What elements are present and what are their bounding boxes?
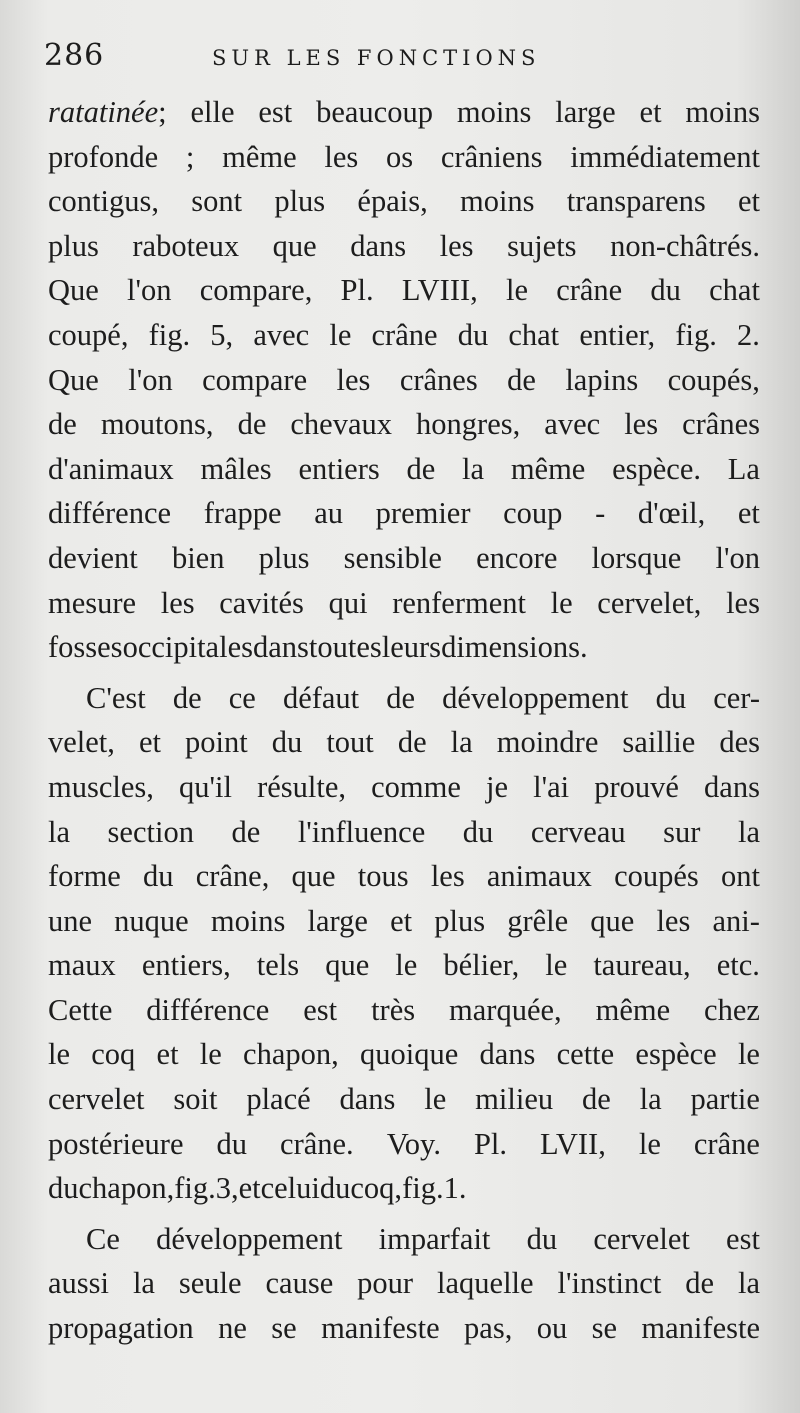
word: coupé, <box>48 317 129 352</box>
body-text <box>48 90 760 1351</box>
word: section <box>107 814 194 849</box>
word: du <box>271 725 303 760</box>
word: l'on <box>715 540 760 575</box>
text-line <box>48 135 760 180</box>
word: plus <box>48 228 99 263</box>
text-line <box>48 765 760 810</box>
word: Voy. <box>386 1126 441 1161</box>
word: du <box>48 1171 79 1206</box>
word: même <box>595 992 671 1027</box>
word: placé <box>246 1082 311 1117</box>
word: dimensions. <box>441 630 588 665</box>
word: aussi <box>48 1266 109 1301</box>
word: le <box>638 1126 661 1161</box>
word: dans <box>252 630 309 665</box>
word: dans <box>479 1037 536 1072</box>
word: os <box>386 139 414 174</box>
word: qui <box>328 585 368 620</box>
word: ne <box>218 1311 247 1346</box>
word: est <box>726 1221 760 1256</box>
text-line <box>48 447 760 492</box>
word: grêle <box>507 903 569 938</box>
word: dans <box>350 228 407 263</box>
word: sujets <box>507 228 577 263</box>
word: de <box>172 680 202 715</box>
word: fig. <box>174 1171 216 1206</box>
word: que <box>590 903 635 938</box>
word: ce <box>228 680 256 715</box>
word: crâne <box>693 1126 760 1161</box>
word: non-châtrés. <box>610 228 760 263</box>
word: la <box>737 814 760 849</box>
word: de <box>406 451 436 486</box>
text-line <box>48 358 760 403</box>
word: je <box>486 769 509 804</box>
word: ; <box>185 139 195 174</box>
word: fig. <box>402 1171 444 1206</box>
word: devient <box>48 540 138 575</box>
word: les <box>439 228 474 263</box>
word: crânes <box>682 407 760 442</box>
word: d'animaux <box>48 451 174 486</box>
word: une <box>48 903 93 938</box>
word: encore <box>476 540 558 575</box>
word: le <box>424 1082 447 1117</box>
word: se <box>271 1311 297 1346</box>
word: les <box>160 585 195 620</box>
word: chat <box>508 317 560 352</box>
text-line <box>48 224 760 269</box>
word: des <box>719 725 760 760</box>
word: Pl. <box>473 1126 508 1161</box>
word: du <box>319 1171 351 1206</box>
word: chevaux <box>290 407 393 442</box>
word: de <box>237 407 267 442</box>
word: la <box>450 725 473 760</box>
word: le <box>737 1037 760 1072</box>
word: ratatinée; <box>48 95 167 129</box>
word: fig. <box>148 317 191 352</box>
word: du <box>457 317 489 352</box>
word: ont <box>721 859 760 894</box>
word: le <box>395 948 418 983</box>
word: compare <box>202 362 308 397</box>
word: Cette <box>48 992 113 1027</box>
word: du <box>462 814 494 849</box>
word: Que <box>48 362 99 397</box>
word: développement <box>442 680 629 715</box>
word: au <box>314 496 344 531</box>
word: espèce <box>635 1037 717 1072</box>
word: milieu <box>475 1082 554 1117</box>
word: du <box>143 859 174 894</box>
word: transparens <box>566 184 706 219</box>
word: l'ai <box>533 769 570 804</box>
text-line <box>48 720 760 765</box>
text-line <box>48 90 760 135</box>
word: crâne. <box>280 1126 354 1161</box>
word: avec <box>253 317 310 352</box>
word: compare, <box>199 273 313 308</box>
word: velet, <box>48 725 115 760</box>
word: prouvé <box>594 769 679 804</box>
word: coup <box>503 496 563 531</box>
paragraph <box>48 1217 760 1351</box>
word: chapon, <box>243 1037 339 1072</box>
text-line <box>48 625 760 670</box>
word: immédiatement <box>570 139 760 174</box>
word: raboteux <box>132 228 240 263</box>
text-line <box>48 402 760 447</box>
word: soit <box>173 1082 218 1117</box>
word: muscles, <box>48 769 154 804</box>
word: plus <box>434 903 486 938</box>
word: très <box>371 992 416 1027</box>
word: seule <box>178 1266 242 1301</box>
word: les <box>624 407 659 442</box>
text-line <box>48 581 760 626</box>
word: moins <box>456 95 532 129</box>
word: bélier, <box>443 948 520 983</box>
word: coupés, <box>667 362 760 397</box>
word: tous <box>357 859 409 894</box>
word: le <box>550 585 573 620</box>
word: est <box>303 992 338 1027</box>
word: premier <box>375 496 471 531</box>
word: le <box>545 948 568 983</box>
word: les <box>324 139 359 174</box>
paragraph <box>48 676 760 1211</box>
word: profonde <box>48 139 159 174</box>
text-line <box>48 491 760 536</box>
word: dans <box>704 769 760 804</box>
word: taureau, <box>593 948 691 983</box>
word: postérieure <box>48 1126 184 1161</box>
word: quoique <box>359 1037 459 1072</box>
word: sont <box>191 184 243 219</box>
word: 2. <box>737 317 760 352</box>
word: etc. <box>716 948 760 983</box>
word: imparfait <box>378 1221 491 1256</box>
word: même <box>222 139 297 174</box>
word: de <box>231 814 261 849</box>
text-line <box>48 179 760 224</box>
word: 5, <box>210 317 234 352</box>
text-line <box>48 1306 760 1351</box>
word: et <box>238 1171 261 1206</box>
word: et <box>156 1037 179 1072</box>
word: moins <box>210 903 286 938</box>
word: 3, <box>215 1171 239 1206</box>
word: crâne <box>371 317 438 352</box>
text-line <box>48 1261 760 1306</box>
word: Que <box>48 273 99 308</box>
word: moins <box>459 184 535 219</box>
word: moindre <box>496 725 599 760</box>
word: différence <box>48 496 172 531</box>
word: laquelle <box>437 1266 534 1301</box>
word: et <box>390 903 413 938</box>
word: se <box>591 1311 618 1346</box>
word: frappe <box>203 496 282 531</box>
word: contigus, <box>48 184 159 219</box>
word: point <box>185 725 248 760</box>
word: entier, <box>579 317 656 352</box>
word: l'on <box>128 362 173 397</box>
word: cerveau <box>530 814 626 849</box>
word: du <box>655 680 687 715</box>
word: que <box>325 948 370 983</box>
text-line <box>48 536 760 581</box>
word: propagation <box>48 1311 194 1346</box>
word: cervelet <box>48 1082 145 1117</box>
word: hongres, <box>416 407 521 442</box>
word: comme <box>371 769 461 804</box>
word: la <box>737 1266 760 1301</box>
word: coq, <box>350 1171 403 1206</box>
word: elle <box>190 95 235 129</box>
word: Ce <box>86 1221 120 1256</box>
word: de <box>581 1082 611 1117</box>
word: de <box>386 680 416 715</box>
word: et <box>639 95 662 129</box>
word: LVIII, <box>401 273 478 308</box>
word: leurs <box>381 630 442 665</box>
word: de <box>507 362 536 397</box>
word: d'œil, <box>637 496 706 531</box>
word: pour <box>357 1266 414 1301</box>
word: du <box>650 273 681 308</box>
word: fig. <box>675 317 717 352</box>
text-line <box>48 1166 760 1211</box>
word: ani- <box>712 903 760 938</box>
word: coupés <box>614 859 699 894</box>
word: Pl. <box>340 273 374 308</box>
word: entiers <box>298 451 380 486</box>
word: de <box>685 1266 715 1301</box>
word: l'influence <box>297 814 426 849</box>
word: différence <box>146 992 270 1027</box>
word: sur <box>663 814 701 849</box>
word: le <box>329 317 352 352</box>
word: les <box>726 585 760 620</box>
word: nuque <box>114 903 189 938</box>
word: le <box>505 273 528 308</box>
word: la <box>462 451 485 486</box>
word: - <box>595 496 606 531</box>
word: La <box>727 451 760 486</box>
word: sensible <box>343 540 442 575</box>
text-line <box>48 1217 760 1262</box>
word: tout <box>326 725 374 760</box>
word: l'on <box>127 273 172 308</box>
text-line <box>48 899 760 944</box>
word: celui <box>260 1171 320 1206</box>
text-line <box>48 1032 760 1077</box>
word: les <box>656 903 691 938</box>
word: du <box>526 1221 558 1256</box>
word: crâne, <box>195 859 270 894</box>
text-line <box>48 988 760 1033</box>
word: large <box>555 95 616 129</box>
text-line <box>48 268 760 313</box>
word: de <box>397 725 427 760</box>
word: large <box>307 903 368 938</box>
word: de <box>48 407 77 442</box>
word: forme <box>48 859 121 894</box>
word: manifeste <box>321 1311 440 1346</box>
word: occipitales <box>122 630 253 665</box>
word: l'instinct <box>557 1266 662 1301</box>
word: maux <box>48 948 116 983</box>
word: LVII, <box>540 1126 606 1161</box>
word: cervelet, <box>597 585 702 620</box>
word: fosses <box>48 630 123 665</box>
word: épais, <box>357 184 428 219</box>
word: crânes <box>399 362 478 397</box>
word: même <box>510 451 586 486</box>
word: mâles <box>200 451 272 486</box>
word: crâne <box>556 273 623 308</box>
word: chat <box>709 273 760 308</box>
word: chapon, <box>78 1171 175 1206</box>
word: lorsque <box>591 540 682 575</box>
word: moins <box>685 95 760 129</box>
word: ou <box>536 1311 568 1346</box>
text-line <box>48 943 760 988</box>
italic-word: ratatinée <box>48 95 159 129</box>
word: et <box>138 725 161 760</box>
word: cavités <box>219 585 304 620</box>
word: marquée, <box>449 992 562 1027</box>
word: toutes <box>308 630 382 665</box>
text-line <box>48 1077 760 1122</box>
word: espèce. <box>612 451 701 486</box>
page-number: 286 <box>44 38 105 73</box>
word: manifeste <box>641 1311 760 1346</box>
running-title: SUR LES FONCTIONS <box>212 46 541 70</box>
word: C'est <box>86 680 146 715</box>
word: coq <box>91 1037 136 1072</box>
word: est <box>258 95 293 129</box>
text-line <box>48 1122 760 1167</box>
word: pas, <box>464 1311 513 1346</box>
word: partie <box>690 1082 760 1117</box>
word: dans <box>339 1082 396 1117</box>
word: défaut <box>282 680 360 715</box>
word: cette <box>556 1037 615 1072</box>
word: 1. <box>443 1171 467 1206</box>
text-line <box>48 854 760 899</box>
word: la <box>132 1266 155 1301</box>
word: cause <box>265 1266 334 1301</box>
text-line <box>48 676 760 721</box>
word: crâniens <box>440 139 543 174</box>
word: développement <box>156 1221 343 1256</box>
word: la <box>639 1082 662 1117</box>
word: le <box>48 1037 71 1072</box>
word: plus <box>274 184 326 219</box>
word: plus <box>258 540 310 575</box>
word: animaux <box>486 859 592 894</box>
word: du <box>216 1126 248 1161</box>
word: les <box>430 859 465 894</box>
word: chez <box>704 992 760 1027</box>
word: le <box>199 1037 222 1072</box>
word: cer- <box>713 680 760 715</box>
word: cervelet <box>593 1221 690 1256</box>
text-line <box>48 313 760 358</box>
word: entiers, <box>141 948 231 983</box>
word: renferment <box>392 585 526 620</box>
page-header <box>44 38 760 82</box>
word: et <box>737 496 760 531</box>
word: la <box>48 814 71 849</box>
word: bien <box>171 540 225 575</box>
text-line <box>48 810 760 855</box>
word: lapins <box>565 362 639 397</box>
word: avec <box>544 407 601 442</box>
word: et <box>737 184 760 219</box>
paragraph <box>48 90 760 670</box>
word: moutons, <box>100 407 214 442</box>
word: que <box>272 228 317 263</box>
word: les <box>336 362 371 397</box>
word: saillie <box>622 725 696 760</box>
word: résulte, <box>257 769 346 804</box>
word: tels <box>256 948 300 983</box>
word: mesure <box>48 585 137 620</box>
word: qu'il <box>179 769 232 804</box>
word: beaucoup <box>316 95 433 129</box>
word: que <box>291 859 336 894</box>
